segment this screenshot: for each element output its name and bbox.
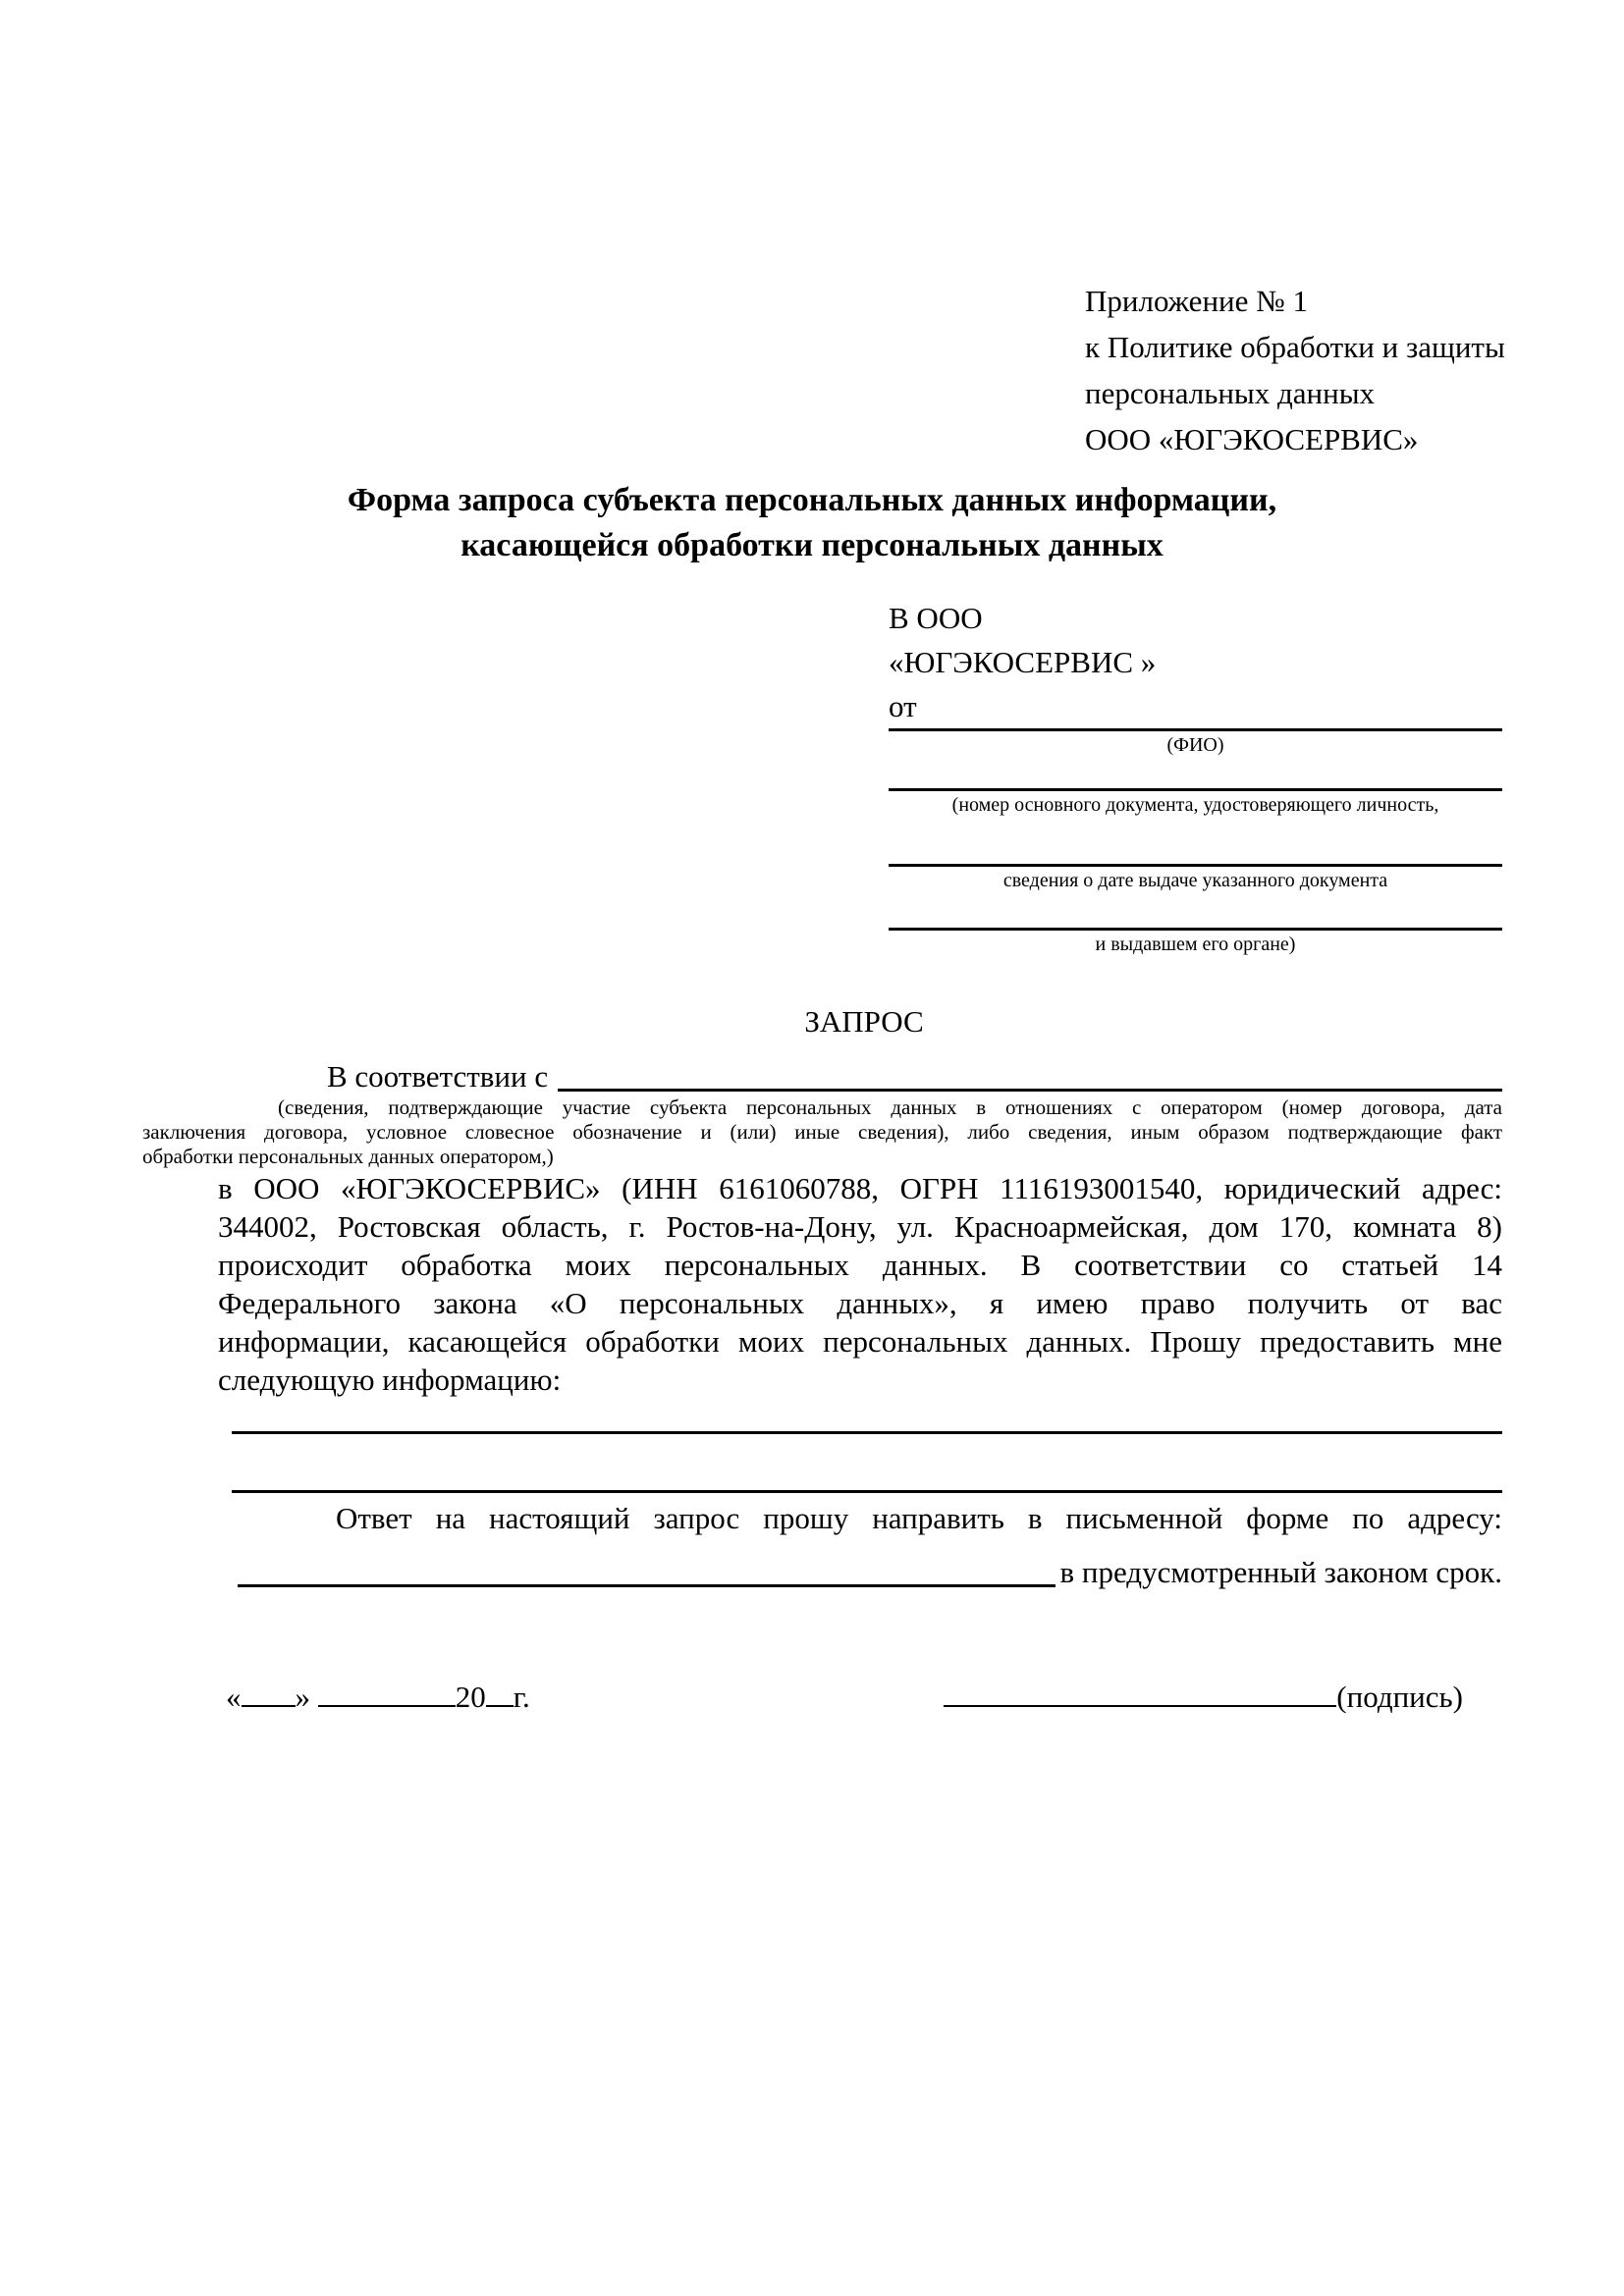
info-blank-line-1 (232, 1431, 1502, 1434)
date-signature-row (226, 1678, 1463, 1716)
appendix-line-3: персональных данных (1085, 376, 1376, 410)
date-close-quote: » (295, 1680, 310, 1714)
issuing-authority-caption: и выдавшем его органе) (1095, 934, 1296, 955)
addressee-line-1: В ООО (889, 601, 983, 635)
issue-date-field-line (889, 864, 1502, 867)
signature-blank-line (944, 1703, 1336, 1707)
info-blank-line-2 (232, 1490, 1502, 1493)
date-day-blank (242, 1703, 296, 1707)
body-line-6: следующую информацию: (218, 1362, 562, 1397)
reply-suffix: в предусмотренный законом срок. (1059, 1555, 1502, 1589)
date-year-blank (486, 1703, 514, 1707)
issuing-authority-field-line (889, 928, 1502, 931)
date-open-quote: « (226, 1680, 242, 1714)
footnote-line-2: заключения договора, условное словесное обозначение и (или) иные сведения), либо сведения, иным образом подтверждающие факт (142, 1120, 1502, 1144)
reply-sentence: Ответ на настоящий запрос прошу направить в письменной форме по адресу: (336, 1501, 1502, 1535)
basis-intro-label: В соответствии с (327, 1059, 549, 1094)
date-year-prefix: 20 (455, 1680, 486, 1714)
doc-number-field-line (889, 788, 1502, 791)
date-year-suffix: г. (513, 1680, 530, 1714)
addressee-block (889, 596, 1624, 728)
body-line-1: в ООО «ЮГЭКОСЕРВИС» (ИНН 6161060788, ОГРН 1116193001540, юридический адрес: (218, 1171, 1502, 1205)
reply-address-line (238, 1584, 1056, 1587)
title-line-2: касающейся обработки персональных данных (460, 527, 1164, 563)
issue-date-caption: сведения о дате выдаче указанного документа (1002, 870, 1388, 891)
appendix-block (1085, 0, 1565, 462)
body-line-2: 344002, Ростовская область, г. Ростов-на-Дону, ул. Красноармейская, дом 170, комната 8) (218, 1209, 1502, 1244)
issuing-authority-field (889, 928, 1502, 956)
body-line-5: информации, касающейся обработки моих персональных данных. Прошу предоставить мне (218, 1324, 1502, 1359)
footnote-line-1: (сведения, подтверждающие участие субъекта персональных данных в отношениях с оператором (номер договора, дата (278, 1095, 1502, 1119)
body-line-3: происходит обработка моих персональных данных. В соответствии со статьей 14 (218, 1248, 1502, 1282)
basis-footnote (142, 1095, 1502, 1169)
doc-number-caption: (номер основного документа, удостоверяющего личность, (951, 794, 1439, 816)
addressee-line-3: от (889, 689, 917, 723)
form-title (226, 478, 1398, 568)
issue-date-field (889, 864, 1502, 892)
date-month-blank (318, 1703, 456, 1707)
appendix-line-2: к Политике обработки и защиты (1085, 330, 1505, 364)
title-line-1: Форма запроса субъекта персональных данных информации, (347, 482, 1277, 518)
basis-intro (226, 1058, 1502, 1095)
fio-caption: (ФИО) (1166, 734, 1224, 756)
signature-caption: (подпись) (1336, 1680, 1463, 1714)
footnote-line-3: обработки персональных данных оператором,) (142, 1145, 554, 1168)
request-body (218, 1169, 1502, 1399)
request-heading: ЗАПРОС (804, 1004, 924, 1039)
date-group (226, 1678, 530, 1716)
fio-field-line (889, 728, 1502, 731)
appendix-line-1: Приложение № 1 (1085, 284, 1308, 318)
appendix-line-4: ООО «ЮГЭКОСЕРВИС» (1085, 422, 1419, 456)
signature-group (944, 1678, 1463, 1716)
body-line-4: Федерального закона «О персональных данных», я имею право получить от вас (218, 1286, 1502, 1320)
reply-address-row (238, 1553, 1502, 1591)
basis-field-line (558, 1089, 1502, 1092)
doc-number-field (889, 788, 1502, 817)
addressee-line-2: «ЮГЭКОСЕРВИС » (889, 645, 1157, 679)
fio-field (889, 728, 1502, 757)
